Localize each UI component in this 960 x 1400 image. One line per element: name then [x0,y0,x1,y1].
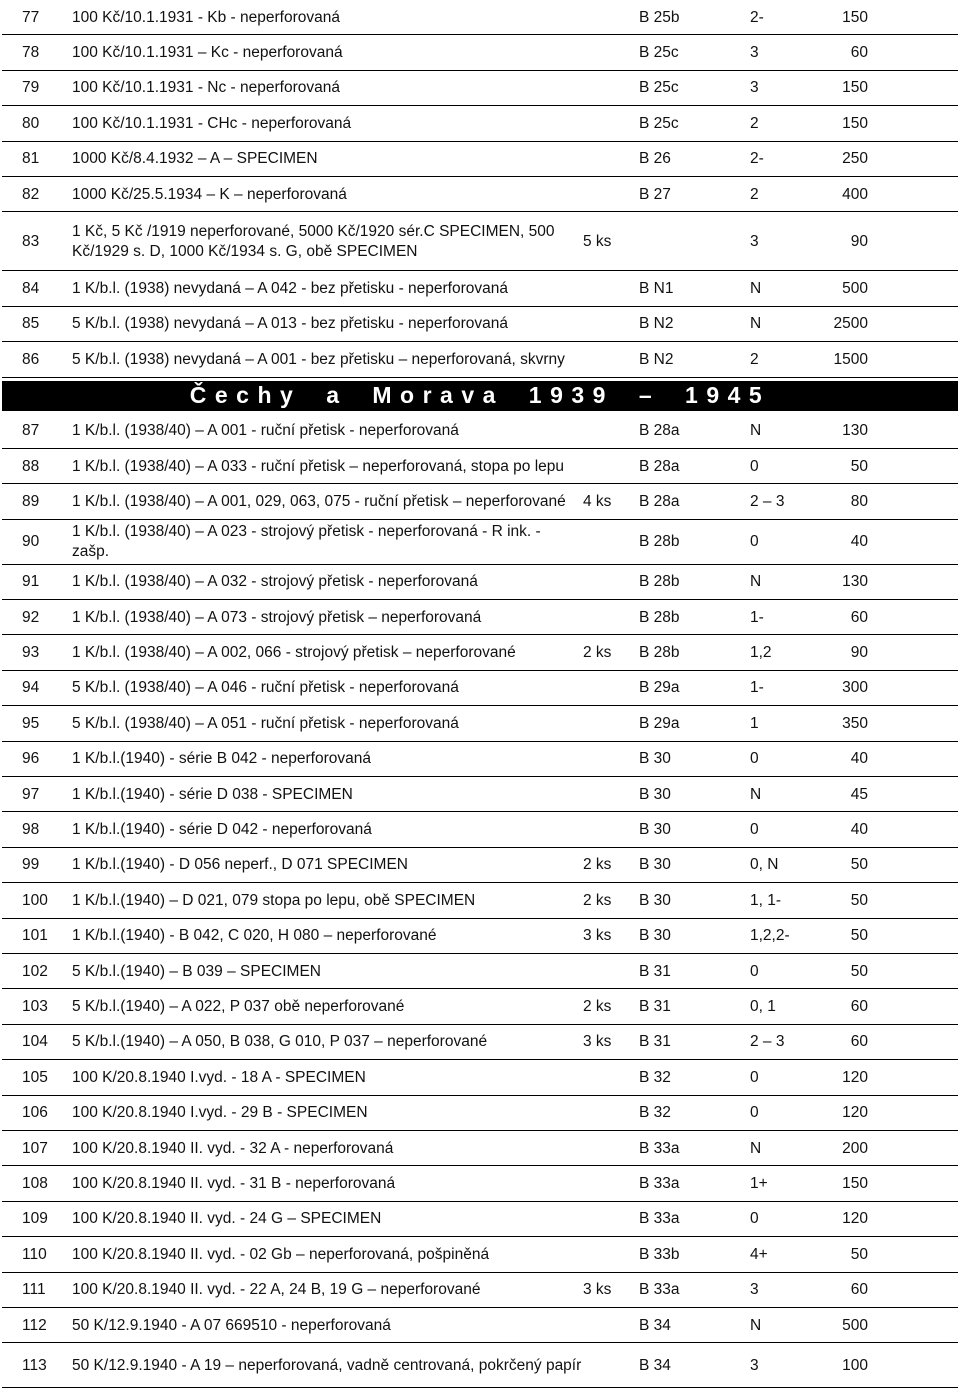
condition-grade: 3 [750,79,759,97]
lot-quantity: 3 ks [583,927,612,945]
lot-description: 5 K/b.l.(1940) – A 050, B 038, G 010, P 037 – neperforované [72,1033,488,1051]
catalog-reference: B 28a [639,422,680,440]
starting-price: 40 [850,750,868,768]
condition-grade: 1+ [750,1174,768,1192]
catalog-reference: B 33a [639,1210,680,1228]
lot-description: 100 K/20.8.1940 II. vyd. - 02 Gb – neperforovaná, pošpiněná [72,1245,490,1263]
condition-grade: N [750,422,762,440]
starting-price: 500 [842,1316,868,1334]
catalog-reference: B 33b [639,1245,680,1263]
lot-quantity [583,520,637,565]
lot-number: 113 [22,1356,47,1374]
table-row [0,1202,960,1237]
condition-grade: 2 [750,350,759,368]
catalog-reference: B 33a [639,1174,680,1192]
condition-grade: 2 [750,114,759,132]
starting-price: 130 [842,422,868,440]
lot-description: 100 Kč/10.1.1931 - Kb - neperforovaná [72,8,340,26]
lot-number: 109 [22,1210,48,1228]
table-row [0,484,960,519]
lot-description: 100 K/20.8.1940 II. vyd. - 32 A - neperforovaná [72,1139,394,1157]
lot-quantity [583,71,637,106]
lot-description: 50 K/12.9.1940 - A 07 669510 - neperforovaná [72,1316,391,1334]
catalog-reference: B 34 [639,1316,671,1334]
condition-grade: 0 [750,750,759,768]
table-row [0,1025,960,1060]
starting-price: 60 [850,998,868,1015]
lot-quantity: 2 ks [583,891,612,909]
catalog-reference: B 28b [639,573,680,591]
condition-grade: N [750,1316,762,1334]
lot-quantity [583,0,637,35]
lot-number: 78 [22,44,40,62]
lot-description: 1 Kč, 5 Kč /1919 neperforované, 5000 Kč/1920 sér.C SPECIMEN, 500 Kč/1929 s. D, 1000 Kč/1934 s. G, obě SPECIMEN [72,222,555,260]
lot-description: 50 K/12.9.1940 - A 19 – neperforovaná, vadně centrovaná, pokrčený papír [72,1356,582,1374]
condition-grade: N [750,315,762,333]
condition-grade: 2- [750,150,764,168]
table-row [0,600,960,635]
catalog-reference: B 32 [639,1104,671,1122]
starting-price: 60 [850,44,868,62]
lot-quantity [583,307,637,342]
table-row [0,565,960,600]
lot-number: 105 [22,1068,48,1086]
catalog-reference: B 32 [639,1068,671,1086]
condition-grade: 3 [750,44,759,62]
starting-price: 2500 [833,315,868,333]
lot-description: 1 K/b.l.(1940) – D 021, 079 stopa po lepu, obě SPECIMEN [72,891,476,909]
lot-quantity [583,742,637,777]
lot-quantity [583,1060,637,1095]
catalog-reference: B 30 [639,856,671,874]
lot-description: 1 K/b.l. (1938/40) – A 073 - strojový přetisk – neperforovaná [72,608,482,626]
catalog-reference: B 30 [639,927,671,945]
lot-description: 1 K/b.l. (1938) nevydaná – A 042 - bez přetisku - neperforovaná [72,279,508,297]
table-row [0,1343,960,1388]
starting-price: 500 [842,279,868,297]
lot-number: 86 [22,350,40,368]
lot-description: 1 K/b.l.(1940) - série D 038 - SPECIMEN [72,785,353,803]
lot-number: 88 [22,457,40,475]
table-row [0,414,960,449]
condition-grade: 3 [750,1281,759,1299]
catalog-reference: B 25b [639,8,680,26]
table-row [0,1166,960,1201]
starting-price: 100 [842,1356,868,1374]
starting-price: 400 [842,185,868,203]
lot-description: 100 K/20.8.1940 II. vyd. - 22 A, 24 B, 19 G – neperforované [72,1281,481,1299]
lot-description: 100 K/20.8.1940 I.vyd. - 29 B - SPECIMEN [72,1104,368,1122]
lot-number: 91 [22,573,40,591]
lot-number: 104 [22,1033,48,1051]
table-row [0,989,960,1024]
catalog-reference: B 30 [639,785,671,803]
table-row [0,742,960,777]
lot-number: 79 [22,79,40,97]
lot-description: 100 Kč/10.1.1931 - CHc - neperforovaná [72,114,352,132]
catalog-reference: B 33a [639,1139,680,1157]
table-row [0,212,960,271]
table-row [0,1060,960,1095]
table-row [0,1096,960,1131]
lot-quantity [583,106,637,141]
row-divider [2,1387,958,1388]
lot-number: 100 [22,891,48,909]
lot-number: 92 [22,608,40,626]
condition-grade: 2 – 3 [750,1033,785,1051]
catalog-reference: B 28b [639,533,680,551]
catalog-reference: B N2 [639,350,674,368]
table-row [0,1237,960,1272]
lot-quantity: 2 ks [583,998,612,1015]
table-row [0,848,960,883]
catalog-reference [639,212,747,271]
starting-price: 90 [850,644,868,662]
catalog-reference: B 25c [639,79,679,97]
catalog-reference: B N2 [639,315,674,333]
catalog-reference: B 30 [639,891,671,909]
starting-price: 50 [850,962,868,980]
lot-number: 96 [22,750,40,768]
condition-grade: 0, N [750,856,779,874]
starting-price: 45 [850,785,868,803]
table-row [0,520,960,565]
starting-price: 60 [850,1281,868,1299]
lot-quantity: 3 ks [583,1033,612,1051]
lot-number: 89 [22,492,40,510]
starting-price: 200 [842,1139,868,1157]
lot-number: 94 [22,679,40,697]
lot-description: 1 K/b.l. (1938/40) – A 002, 066 - strojový přetisk – neperforované [72,644,516,662]
condition-grade: 0 [750,1068,759,1086]
starting-price: 1500 [833,350,868,368]
lot-quantity [583,1202,637,1237]
lot-number: 87 [22,422,40,440]
table-row [0,1273,960,1308]
starting-price: 120 [842,1104,868,1122]
lot-quantity [583,1131,637,1166]
table-row [0,177,960,212]
catalog-reference: B 28a [639,492,680,510]
table-row [0,271,960,306]
starting-price: 60 [850,1033,868,1051]
table-row [0,635,960,670]
lot-description: 1 K/b.l. (1938/40) – A 001 - ruční přetisk - neperforovaná [72,422,459,440]
condition-grade: 0 [750,821,759,839]
lot-description: 5 K/b.l. (1938) nevydaná – A 013 - bez přetisku - neperforovaná [72,315,508,333]
lot-description: 1 K/b.l.(1940) - D 056 neperf., D 071 SPECIMEN [72,856,408,874]
table-row [0,1131,960,1166]
section-banner-row [0,378,960,414]
catalog-reference: B 27 [639,185,671,203]
lot-number: 82 [22,185,40,203]
table-row [0,106,960,141]
lot-quantity: 5 ks [583,232,612,250]
starting-price: 300 [842,679,868,697]
condition-grade: 1, 1- [750,891,782,909]
catalog-reference: B 31 [639,962,671,980]
table-row [0,954,960,989]
table-row [0,777,960,812]
section-banner [2,381,958,411]
starting-price: 150 [842,114,868,132]
lot-quantity [583,449,637,484]
lot-description: 100 K/20.8.1940 II. vyd. - 31 B - neperforovaná [72,1174,396,1192]
lot-number: 90 [22,533,40,551]
catalog-reference: B 26 [639,150,671,168]
lot-quantity: 3 ks [583,1281,612,1299]
lot-number: 97 [22,785,40,803]
lot-quantity [583,1096,637,1131]
lot-quantity [583,812,637,847]
lot-description: 100 Kč/10.1.1931 – Kc - neperforovaná [72,44,343,62]
condition-grade: 0 [750,1210,759,1228]
lot-number: 106 [22,1104,48,1122]
table-row [0,0,960,35]
starting-price: 40 [850,821,868,839]
lot-quantity [583,671,637,706]
catalog-reference: B 33a [639,1281,680,1299]
condition-grade: 4+ [750,1245,768,1263]
starting-price: 60 [850,608,868,626]
lot-quantity: 2 ks [583,644,612,662]
lot-quantity [583,1237,637,1272]
lot-number: 107 [22,1139,48,1157]
lot-number: 95 [22,714,40,732]
lot-quantity [583,1308,637,1343]
lot-quantity [583,1343,637,1388]
lot-quantity [583,271,637,306]
starting-price: 50 [850,856,868,874]
lot-quantity [583,706,637,741]
lot-description: 1000 Kč/25.5.1934 – K – neperforovaná [72,185,347,203]
catalog-reference: B 30 [639,821,671,839]
catalog-reference: B 28a [639,457,680,475]
starting-price: 120 [842,1210,868,1228]
condition-grade: N [750,573,762,591]
lot-description: 5 K/b.l.(1940) – B 039 – SPECIMEN [72,962,321,980]
condition-grade: 1,2 [750,644,772,662]
lot-quantity [583,342,637,377]
starting-price: 90 [850,232,868,250]
lot-number: 112 [22,1316,47,1334]
lot-description: 100 Kč/10.1.1931 - Nc - neperforovaná [72,79,340,97]
lot-number: 77 [22,8,40,26]
table-row [0,142,960,177]
lot-quantity [583,600,637,635]
lot-description: 5 K/b.l. (1938/40) – A 046 - ruční přetisk - neperforovaná [72,679,459,697]
condition-grade: 0 [750,962,759,980]
table-row [0,449,960,484]
lot-quantity: 2 ks [583,856,612,874]
condition-grade: 1 [750,714,759,732]
lot-quantity [583,1166,637,1201]
condition-grade: 0 [750,533,759,551]
lot-number: 98 [22,821,40,839]
catalog-reference: B 29a [639,679,680,697]
starting-price: 50 [850,1245,868,1263]
starting-price: 40 [850,533,868,551]
catalog-reference: B 25c [639,44,679,62]
starting-price: 150 [842,79,868,97]
catalog-reference: B 30 [639,750,671,768]
lot-description: 100 K/20.8.1940 II. vyd. - 24 G – SPECIMEN [72,1210,382,1228]
lot-description: 5 K/b.l. (1938) nevydaná – A 001 - bez přetisku – neperforovaná, skvrny [72,350,565,368]
lot-description: 1 K/b.l. (1938/40) – A 023 - strojový přetisk - neperforovaná - R ink. - zašp. [72,523,541,561]
lot-number: 103 [22,998,48,1015]
condition-grade: 1,2,2- [750,927,790,945]
lot-description: 1 K/b.l. (1938/40) – A 032 - strojový přetisk - neperforovaná [72,573,478,591]
starting-price: 150 [842,8,868,26]
condition-grade: 3 [750,232,759,250]
condition-grade: 2 [750,185,759,203]
condition-grade: 1- [750,679,764,697]
table-row [0,35,960,70]
condition-grade: 2 – 3 [750,492,785,510]
lot-description: 1 K/b.l.(1940) - série D 042 - neperforovaná [72,821,372,839]
condition-grade: 0, 1 [750,998,776,1015]
catalog-reference: B 28b [639,644,680,662]
lot-description: 1 K/b.l. (1938/40) – A 001, 029, 063, 075 - ruční přetisk – neperforované [72,492,566,510]
condition-grade: 2- [750,8,764,26]
catalog-reference: B 31 [639,998,671,1015]
catalog-reference: B 28b [639,608,680,626]
lot-number: 102 [22,962,48,980]
lot-description: 5 K/b.l. (1938/40) – A 051 - ruční přetisk - neperforovaná [72,714,459,732]
condition-grade: N [750,1139,762,1157]
condition-grade: N [750,785,762,803]
lot-description: 5 K/b.l.(1940) – A 022, P 037 obě neperforované [72,998,405,1015]
condition-grade: N [750,279,762,297]
table-row [0,919,960,954]
condition-grade: 1- [750,608,764,626]
lot-quantity [583,414,637,449]
lot-number: 110 [22,1245,47,1263]
condition-grade: 3 [750,1356,759,1374]
lot-number: 80 [22,114,40,132]
starting-price: 250 [842,150,868,168]
lot-description: 1 K/b.l.(1940) - série B 042 - neperforovaná [72,750,371,768]
table-row [0,342,960,377]
lot-number: 93 [22,644,40,662]
starting-price: 120 [842,1068,868,1086]
condition-grade: 0 [750,1104,759,1122]
starting-price: 50 [850,457,868,475]
lot-quantity [583,35,637,70]
table-row [0,883,960,918]
table-row [0,307,960,342]
catalog-reference: B 31 [639,1033,671,1051]
section-banner-title: Čechy a Morava 1939 – 1945 [189,382,771,409]
lot-number: 111 [22,1281,46,1299]
catalog-reference: B 34 [639,1356,671,1374]
lot-quantity [583,954,637,989]
starting-price: 50 [850,891,868,909]
starting-price: 150 [842,1174,868,1192]
lot-quantity [583,565,637,600]
table-row [0,671,960,706]
table-row [0,706,960,741]
lot-quantity [583,177,637,212]
catalog-reference: B 29a [639,714,680,732]
starting-price: 50 [850,927,868,945]
lot-number: 99 [22,856,40,874]
lot-quantity [583,777,637,812]
starting-price: 130 [842,573,868,591]
table-row [0,1308,960,1343]
starting-price: 350 [842,714,868,732]
lot-number: 83 [22,232,40,250]
table-row [0,812,960,847]
lot-description: 1000 Kč/8.4.1932 – A – SPECIMEN [72,150,318,168]
condition-grade: 0 [750,457,759,475]
lot-quantity [583,142,637,177]
lot-number: 84 [22,279,40,297]
lot-number: 85 [22,315,40,333]
lot-description: 100 K/20.8.1940 I.vyd. - 18 A - SPECIMEN [72,1068,366,1086]
starting-price: 80 [850,492,868,510]
lot-number: 101 [22,927,48,945]
lot-description: 1 K/b.l.(1940) - B 042, C 020, H 080 – neperforované [72,927,437,945]
lot-description: 1 K/b.l. (1938/40) – A 033 - ruční přetisk – neperforovaná, stopa po lepu [72,457,565,475]
catalog-reference: B N1 [639,279,674,297]
table-row [0,71,960,106]
lot-quantity: 4 ks [583,492,612,510]
catalog-reference: B 25c [639,114,679,132]
lot-number: 81 [22,150,40,168]
lot-number: 108 [22,1174,48,1192]
